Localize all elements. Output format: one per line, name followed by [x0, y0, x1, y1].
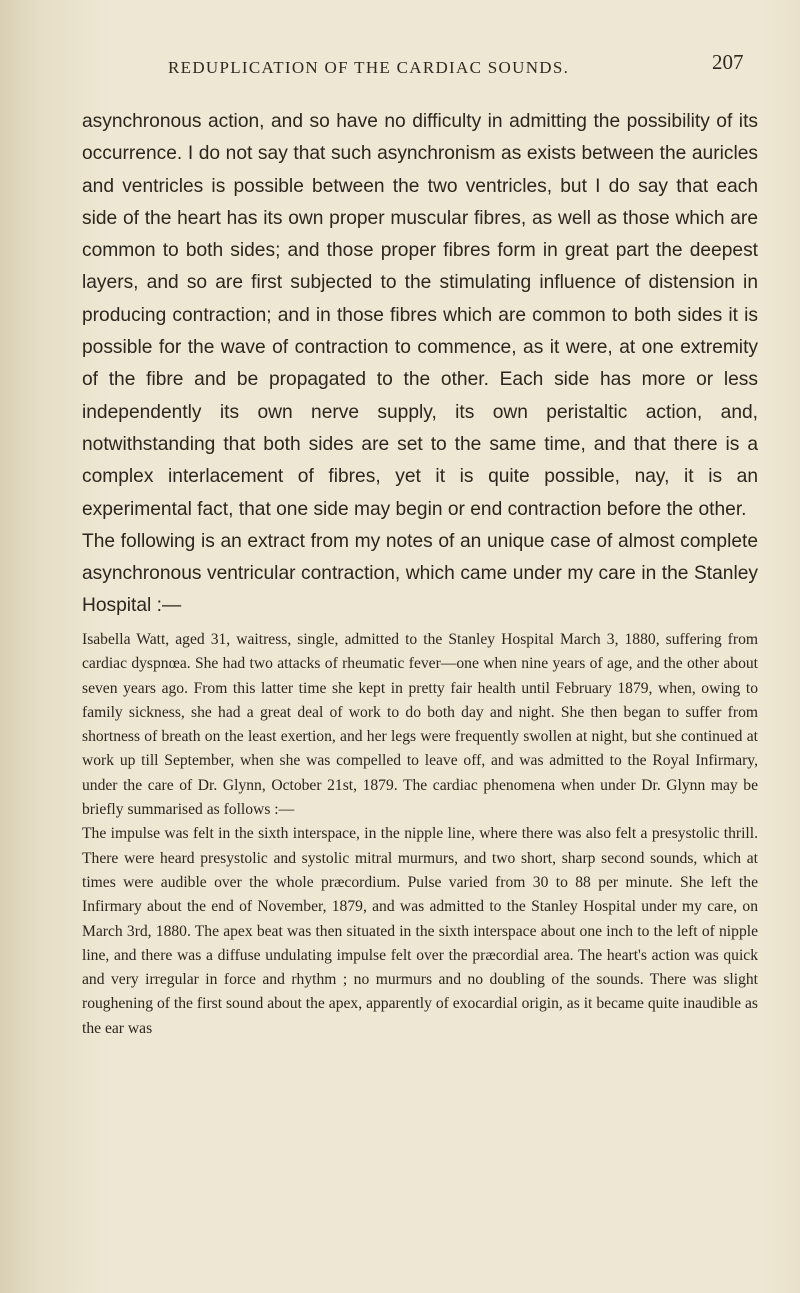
case-paragraph-2: The impulse was felt in the sixth interspace, in the nipple line, where there was also felt a presystolic thrill. There were heard presystolic and systolic mitral murmurs, and two short, sharp second sounds, which at times were audible over the whole præcordium. Pulse varied from 30 to 88 per minute. She left the Infirmary about the end of November, 1879, and was admitted to the Stanley Hospital under my care, on March 3rd, 1880. The apex beat was then situated in the sixth interspace about one inch to the left of nipple line, and there was a diffuse undulating impulse felt over the præcordial area. The heart's action was quick and very irregular in force and rhythm ; no murmurs and no doubling of the sounds. There was slight roughening of the first sound about the apex, apparently of exocardial origin, as it became quite inaudible as the ear was: [82, 825, 758, 1037]
paragraph-2: The following is an extract from my notes of an unique case of almost complete asynchronous ventricular contraction, which came under my care in the Stanley Hospital :—: [82, 530, 758, 617]
case-paragraph-1: Isabella Watt, aged 31, waitress, single, admitted to the Stanley Hospital March 3, 1880, suffering from cardiac dyspnœa. She had two attacks of rheumatic fever—one when nine years of age, and the other about seven years ago. From this latter time she kept in pretty fair health until February 1879, when, owing to family sickness, she had a great deal of work to do both day and night. She then began to suffer from shortness of breath on the least exertion, and her legs were frequently swollen at night, but she continued at work up till September, when she was compelled to leave off, and was admitted to the Royal Infirmary, under the care of Dr. Glynn, October 21st, 1879. The cardiac phenomena when under Dr. Glynn may be briefly summarised as follows :—: [82, 631, 758, 819]
page-number: 207: [712, 50, 744, 74]
running-header: REDUPLICATION OF THE CARDIAC SOUNDS.: [168, 58, 570, 77]
paragraph-1: asynchronous action, and so have no difficulty in admitting the possibility of its occurrence. I do not say that such asynchronism as exists between the auricles and ventricles is possible between the two ventricles, but I do say that each side of the heart has its own proper muscular fibres, as well as those which are common to both sides; and those proper fibres form in great part the deepest layers, and so are first subjected to the stimulating influence of distension in producing contraction; and in those fibres which are common to both sides it is possible for the wave of contraction to commence, as it were, at one extremity of the fibre and be propagated to the other. Each side has more or less independently its own nerve supply, its own peristaltic action, and, notwithstanding that both sides are set to the same time, and that there is a complex interlacement of fibres, yet it is quite possible, nay, it is an experimental fact, that one side may begin or end contraction before the other.: [82, 111, 758, 520]
case-notes: [82, 628, 758, 1041]
main-text: [82, 106, 758, 623]
